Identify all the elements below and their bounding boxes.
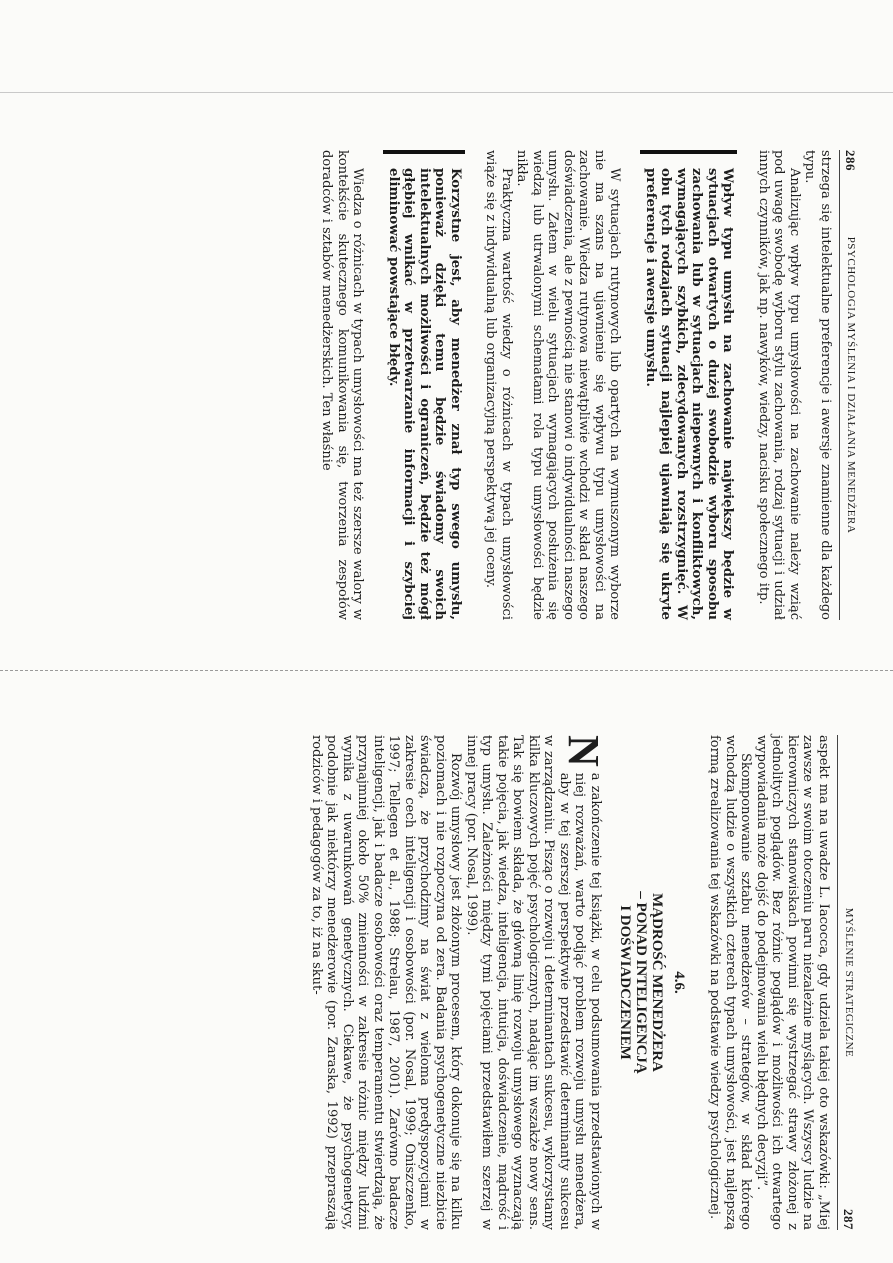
section-title-line: – PONAD INTELIGENCJĄ — [633, 891, 649, 1074]
paragraph: Skomponowanie sztabu menedżerów – strategów, w skład którego wchodzą ludzie o wszystkich czterech typach umysłowości, jest najlepszą formą zrealizowania tej wskazówki na podstawie wiedzy psychologicznej. — [707, 735, 754, 1230]
page-fold-line-middle — [0, 670, 893, 671]
section-title-line: MĄDROŚĆ MENEDŻERA — [649, 893, 665, 1072]
section-number: 4.6. — [671, 971, 687, 994]
running-head: PSYCHOLOGIA MYŚLENIA I DZIAŁANIA MENEDŻERA — [845, 236, 857, 534]
paragraph: Analizując wpływ typu umysłowości na zachowanie należy wziąć pod uwagę swobodę wyboru stylu zachowania, rodzaj sytuacji i udział innych czynników, jak np. nawyków, wiedzy, nacisku społecznego itp. — [756, 150, 802, 620]
page-body — [309, 735, 838, 1230]
highlight-box: Korzystne jest, aby menedżer znał typ swego umysłu, ponieważ dzięki temu będzie świadomy swoich intelektualnych możliwości i ograniczeń, będzie też mógł głębiej wnikać w przetwarzanie informacji i szybciej eliminować powstające błędy. — [384, 150, 466, 620]
paragraph: Rozwój umysłowy jest złożonym procesem, który dokonuje się na kilku poziomach i nie rozpoczyna od zera. Badania psychogenetyczne niezbicie świadczą, że przychodzimy na świat z wieloma predyspozycjami w zakresie cech inteligencji i osobowości (por. Nosal, 1999; Oniszczenko, 1997; Tellegen et al., 1988; Strelau, 1987, 2001). Zarówno badacze inteligencji, jak i badacze osobowości oraz temperamentu stwierdzają, że przynajmniej około 50% zmienności w zakresie różnic między ludźmi wynika z uwarunkowań genetycznych. Ciekawe, że psychogenetycy, podobnie jak niektórzy menedżerowie (por. Zaraska, 1992) przepraszają rodziców i pedagogów za to, iż na skut- — [309, 735, 464, 1230]
page-header — [839, 150, 860, 620]
page-body — [319, 150, 839, 620]
page-header — [837, 735, 858, 1230]
running-head: MYŚLENIE STRATEGICZNE — [843, 907, 855, 1058]
paragraph — [464, 735, 608, 1230]
section-title-line: I DOŚWIADCZENIEM — [617, 905, 633, 1060]
paragraph: strzega się intelektualne preferencje i awersje znamienne dla każdego typu. — [802, 150, 833, 620]
paragraph-text: a zakończenie tej książki, w celu podsumowania przedstawionych w niej rozważań, warto podjąć problem rozwoju umysłu menedżera, aby w tej szerszej perspektywie przedstawić determinanty sukcesu w zarządzaniu. Pisząc o rozwoju i determinantach sukcesu, wykorzystamy kilka kluczowych pojęć psychologicznych, nadając im wszakże nowy sens. Tak się bowiem składa, że główną linię rozwoju umysłowego wyznaczają takie pojęcia, jak wiedza, inteligencja, intuicja, doświadczenie, mądrość i typ umysłu. Zależności między tymi pojęciami przedstawiłem szerzej w innej pracy (por. Nosal, 1999). — [464, 735, 603, 1230]
paragraph: Wiedza o różnicach w typach umysłowości ma też szersze walory w kontekście skutecznego komunikowania się, tworzenia zespołów doradców i sztabów menedżerskich. Ten właśnie — [319, 150, 366, 620]
book-page-287 — [88, 735, 858, 1230]
section-heading — [617, 735, 687, 1230]
paragraph: aspekt ma na uwadze L. Iacocca, gdy udziela takiej oto wskazówki: „Miej zawsze w swoim otoczeniu paru niezależnie myślących. Wszyscy ludzie na kierowniczych stanowiskach powinni się wystrzegać strawy złożonej z jednolitych poglądów. Bez różnic poglądów i możliwości ich otwartego wypowiadania może dojść do podejmowania wielu błędnych decyzji”. — [754, 735, 831, 1230]
page-number: 287 — [841, 1209, 856, 1230]
drop-cap: N — [559, 735, 608, 767]
page-number: 286 — [843, 150, 858, 171]
paragraph: Praktyczna wartość wiedzy o różnicach w typach umysłowości wiąże się z indywidualną lub organizacyjną perspektywą jej oceny. — [483, 150, 514, 620]
highlight-box: Wpływ typu umysłu na zachowanie największy będzie w sytuacjach otwartych o dużej swobodzie wyboru sposobu zachowania lub w sytuacjach niepewnych i konfliktowych, wymagających szybkich, zdecydowanych rozstrzygnięć. W obu tych rodzajach sytuacji najlepiej ujawniają się ukryte preferencje i awersje umysłu. — [641, 150, 738, 620]
book-page-286 — [120, 150, 860, 620]
page-fold-line-top — [0, 92, 893, 93]
paragraph: W sytuacjach rutynowych lub opartych na wymuszonym wyborze nie ma szans na ujawnienie się wpływu typu umysłowości na zachowanie. Wiedza rutynowa niewątpliwie wchodzi w skład naszego doświadczenia, ale z pewnością nie stanowi o indywidualności naszego umysłu. Zatem w wielu sytuacjach wymagających posłużenia się wiedzą lub utrwalonymi schematami rola typu umysłowości będzie nikła. — [514, 150, 623, 620]
